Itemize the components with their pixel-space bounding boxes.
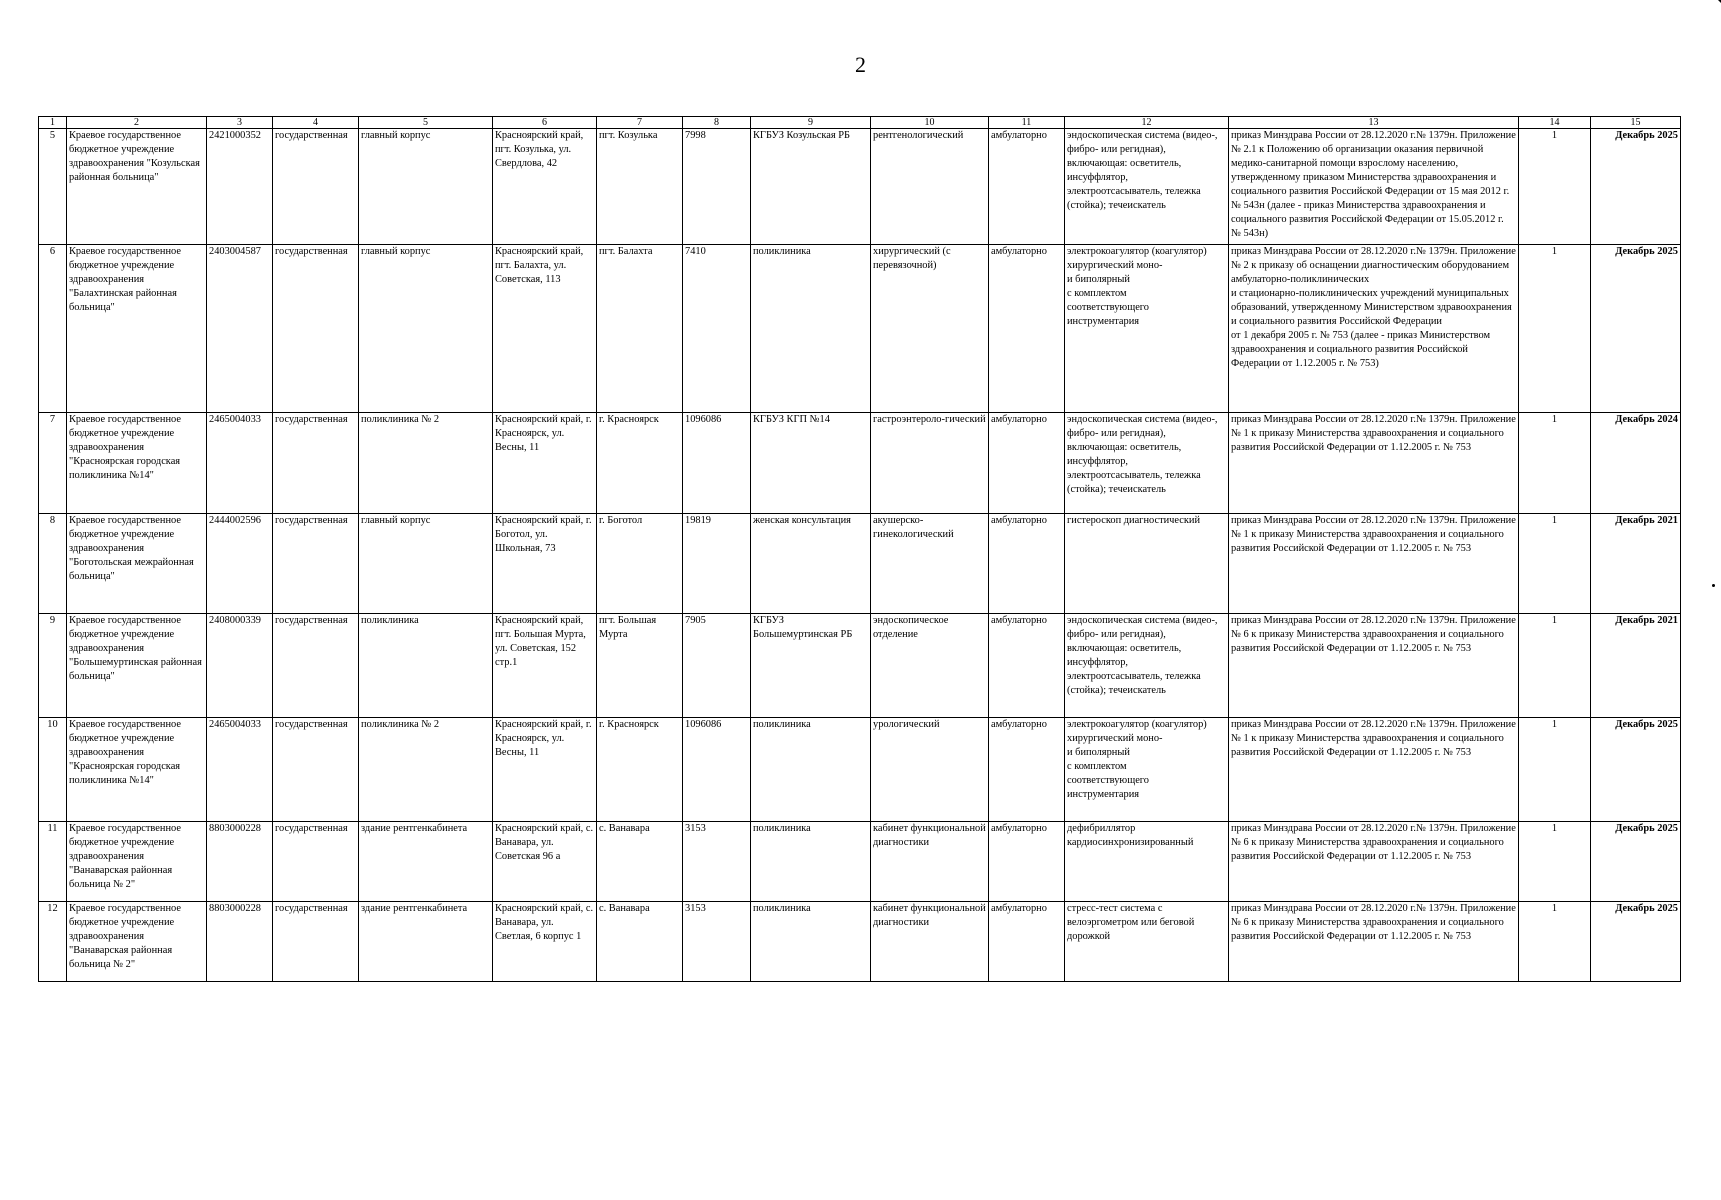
cell-ownership-form: государственная	[273, 718, 359, 822]
column-number-9: 9	[751, 117, 871, 129]
column-number-row	[39, 117, 1681, 129]
cell-locality: г. Боготол	[597, 514, 683, 614]
cell-unit: поликлиника	[751, 718, 871, 822]
table-row	[39, 514, 1681, 614]
column-number-1: 1	[39, 117, 67, 129]
cell-population: 3153	[683, 902, 751, 982]
cell-organization-name: Краевое государственное бюджетное учреждение здравоохранения "Козульская районная больница"	[67, 129, 207, 245]
cell-deadline: Декабрь 2025	[1591, 718, 1681, 822]
cell-care-type: амбулаторно	[989, 514, 1065, 614]
column-number-4: 4	[273, 117, 359, 129]
cell-inn: 2465004033	[207, 413, 273, 514]
cell-organization-name: Краевое государственное бюджетное учреждение здравоохранения "Красноярская городская поликлиника №14"	[67, 718, 207, 822]
cell-inn: 2421000352	[207, 129, 273, 245]
cell-department: кабинет функциональной диагностики	[871, 902, 989, 982]
page-number: 2	[855, 52, 866, 77]
cell-ownership-form: государственная	[273, 245, 359, 413]
cell-quantity: 1	[1519, 413, 1591, 514]
cell-row-number: 7	[39, 413, 67, 514]
column-number-7: 7	[597, 117, 683, 129]
cell-care-type: амбулаторно	[989, 902, 1065, 982]
column-number-14: 14	[1519, 117, 1591, 129]
cell-locality: пгт. Балахта	[597, 245, 683, 413]
table-row	[39, 245, 1681, 413]
cell-care-type: амбулаторно	[989, 245, 1065, 413]
column-number-13: 13	[1229, 117, 1519, 129]
cell-inn: 2408000339	[207, 614, 273, 718]
cell-deadline: Декабрь 2025	[1591, 245, 1681, 413]
cell-equipment: эндоскопическая система (видео-, фибро- или регидная), включающая: осветитель, инсуффлятор, электроотсасыватель, тележка (стойка); течеискатель	[1065, 413, 1229, 514]
cell-locality: с. Ванавара	[597, 902, 683, 982]
cell-locality: г. Красноярск	[597, 413, 683, 514]
cell-building: здание рентгенкабинета	[359, 822, 493, 902]
cell-legal-basis: приказ Минздрава России от 28.12.2020 г.№ 1379н. Приложение № 1 к приказу Министерства здравоохранения и социального развития Российской Федерации от 1.12.2005 г. № 753	[1229, 514, 1519, 614]
cell-row-number: 5	[39, 129, 67, 245]
table-row	[39, 718, 1681, 822]
cell-equipment: стресс-тест система с велоэргометром или беговой дорожкой	[1065, 902, 1229, 982]
cell-legal-basis: приказ Минздрава России от 28.12.2020 г.№ 1379н. Приложение № 6 к приказу Министерства здравоохранения и социального развития Российской Федерации от 1.12.2005 г. № 753	[1229, 822, 1519, 902]
cell-equipment: электрокоагулятор (коагулятор) хирургический моно- и биполярный с комплектом соответствующего инструментария	[1065, 245, 1229, 413]
cell-equipment: электрокоагулятор (коагулятор) хирургический моно- и биполярный с комплектом соответствующего инструментария	[1065, 718, 1229, 822]
cell-population: 1096086	[683, 413, 751, 514]
cell-quantity: 1	[1519, 245, 1591, 413]
cell-deadline: Декабрь 2025	[1591, 902, 1681, 982]
cell-equipment: эндоскопическая система (видео-, фибро- или регидная), включающая: осветитель, инсуффлятор, электроотсасыватель, тележка (стойка); течеискатель	[1065, 614, 1229, 718]
equipment-registry-table	[38, 116, 1681, 982]
cell-department: кабинет функциональной диагностики	[871, 822, 989, 902]
cell-row-number: 12	[39, 902, 67, 982]
cell-unit: женская консультация	[751, 514, 871, 614]
cell-legal-basis: приказ Минздрава России от 28.12.2020 г.№ 1379н. Приложение № 6 к приказу Министерства здравоохранения и социального развития Российской Федерации от 1.12.2005 г. № 753	[1229, 902, 1519, 982]
cell-legal-basis: приказ Минздрава России от 28.12.2020 г.№ 1379н. Приложение № 2.1 к Положению об организации оказания первичной медико-санитарной помощи взрослому населению, утвержденному приказом Министерства здравоохранения и социального развития Российской Федерации от 15 мая 2012 г. № 543н (далее - приказ Министерства здравоохранения и социального развития Российской Федерации от 15.05.2012 г. № 543н)	[1229, 129, 1519, 245]
cell-address: Красноярский край, пгт. Балахта, ул. Советская, 113	[493, 245, 597, 413]
cell-deadline: Декабрь 2025	[1591, 129, 1681, 245]
cell-care-type: амбулаторно	[989, 129, 1065, 245]
cell-population: 1096086	[683, 718, 751, 822]
table-row	[39, 902, 1681, 982]
cell-department: рентгенологический	[871, 129, 989, 245]
cell-deadline: Декабрь 2025	[1591, 822, 1681, 902]
cell-building: главный корпус	[359, 245, 493, 413]
cell-building: поликлиника	[359, 614, 493, 718]
cell-equipment: гистероскоп диагностический	[1065, 514, 1229, 614]
cell-department: урологический	[871, 718, 989, 822]
cell-organization-name: Краевое государственное бюджетное учреждение здравоохранения "Ванаварская районная больница № 2"	[67, 822, 207, 902]
cell-equipment: эндоскопическая система (видео-, фибро- или регидная), включающая: осветитель, инсуффлятор, электроотсасыватель, тележка (стойка); течеискатель	[1065, 129, 1229, 245]
cell-unit: поликлиника	[751, 822, 871, 902]
cell-quantity: 1	[1519, 614, 1591, 718]
cell-locality: пгт. Большая Мурта	[597, 614, 683, 718]
cell-quantity: 1	[1519, 718, 1591, 822]
cell-unit: КГБУЗ Большемуртинская РБ	[751, 614, 871, 718]
cell-locality: г. Красноярск	[597, 718, 683, 822]
cell-unit: КГБУЗ КГП №14	[751, 413, 871, 514]
cell-building: поликлиника № 2	[359, 413, 493, 514]
cell-quantity: 1	[1519, 902, 1591, 982]
cell-department: хирургический (с перевязочной)	[871, 245, 989, 413]
table-row	[39, 822, 1681, 902]
cell-row-number: 9	[39, 614, 67, 718]
cell-inn: 2403004587	[207, 245, 273, 413]
cell-population: 7998	[683, 129, 751, 245]
cell-population: 19819	[683, 514, 751, 614]
cell-legal-basis: приказ Минздрава России от 28.12.2020 г.№ 1379н. Приложение № 2 к приказу об оснащении диагностическим оборудованием амбулаторно-поликлинических и стационарно-поликлинических учреждений муниципальных образований, утвержденному Министерством здравоохранения и социального развития Российской Федерации от 1 декабря 2005 г. № 753 (далее - приказ Министерством здравоохранения и социального развития Российской Федерации от 1.12.2005 г. № 753)	[1229, 245, 1519, 413]
column-number-3: 3	[207, 117, 273, 129]
cell-department: акушерско-гинекологический	[871, 514, 989, 614]
cell-inn: 2444002596	[207, 514, 273, 614]
cell-row-number: 8	[39, 514, 67, 614]
scan-speck	[1712, 584, 1715, 587]
column-number-6: 6	[493, 117, 597, 129]
cell-building: главный корпус	[359, 514, 493, 614]
cell-locality: пгт. Козулька	[597, 129, 683, 245]
cell-department: эндоскопическое отделение	[871, 614, 989, 718]
cell-unit: поликлиника	[751, 902, 871, 982]
cell-ownership-form: государственная	[273, 514, 359, 614]
cell-address: Красноярский край, г. Красноярск, ул. Весны, 11	[493, 413, 597, 514]
cell-organization-name: Краевое государственное бюджетное учреждение здравоохранения "Боготольская межрайонная больница"	[67, 514, 207, 614]
cell-ownership-form: государственная	[273, 902, 359, 982]
column-number-12: 12	[1065, 117, 1229, 129]
cell-legal-basis: приказ Минздрава России от 28.12.2020 г.№ 1379н. Приложение № 1 к приказу Министерства здравоохранения и социального развития Российской Федерации от 1.12.2005 г. № 753	[1229, 413, 1519, 514]
cell-ownership-form: государственная	[273, 413, 359, 514]
column-number-10: 10	[871, 117, 989, 129]
cell-deadline: Декабрь 2024	[1591, 413, 1681, 514]
cell-organization-name: Краевое государственное бюджетное учреждение здравоохранения "Красноярская городская поликлиника №14"	[67, 413, 207, 514]
cell-organization-name: Краевое государственное бюджетное учреждение здравоохранения "Большемуртинская районная больница"	[67, 614, 207, 718]
cell-unit: КГБУЗ Козульская РБ	[751, 129, 871, 245]
cell-deadline: Декабрь 2021	[1591, 614, 1681, 718]
cell-population: 7905	[683, 614, 751, 718]
cell-care-type: амбулаторно	[989, 822, 1065, 902]
cell-quantity: 1	[1519, 822, 1591, 902]
table-row	[39, 413, 1681, 514]
cell-inn: 2465004033	[207, 718, 273, 822]
cell-care-type: амбулаторно	[989, 413, 1065, 514]
cell-care-type: амбулаторно	[989, 614, 1065, 718]
cell-deadline: Декабрь 2021	[1591, 514, 1681, 614]
cell-building: поликлиника № 2	[359, 718, 493, 822]
cell-address: Красноярский край, пгт. Большая Мурта, ул. Советская, 152 стр.1	[493, 614, 597, 718]
cell-address: Красноярский край, г. Красноярск, ул. Весны, 11	[493, 718, 597, 822]
cell-address: Красноярский край, г. Боготол, ул. Школьная, 73	[493, 514, 597, 614]
cell-address: Красноярский край, пгт. Козулька, ул. Свердлова, 42	[493, 129, 597, 245]
cell-row-number: 6	[39, 245, 67, 413]
cell-legal-basis: приказ Минздрава России от 28.12.2020 г.№ 1379н. Приложение № 1 к приказу Министерства здравоохранения и социального развития Российской Федерации от 1.12.2005 г. № 753	[1229, 718, 1519, 822]
cell-locality: с. Ванавара	[597, 822, 683, 902]
cell-building: главный корпус	[359, 129, 493, 245]
table-row	[39, 614, 1681, 718]
cell-ownership-form: государственная	[273, 614, 359, 718]
cell-organization-name: Краевое государственное бюджетное учреждение здравоохранения "Ванаварская районная больница № 2"	[67, 902, 207, 982]
cell-organization-name: Краевое государственное бюджетное учреждение здравоохранения "Балахтинская районная больница"	[67, 245, 207, 413]
column-number-8: 8	[683, 117, 751, 129]
cell-department: гастроэнтероло-гический	[871, 413, 989, 514]
cell-ownership-form: государственная	[273, 822, 359, 902]
table-row	[39, 129, 1681, 245]
cell-address: Красноярский край, с. Ванавара, ул. Советская 96 а	[493, 822, 597, 902]
cell-care-type: амбулаторно	[989, 718, 1065, 822]
cell-legal-basis: приказ Минздрава России от 28.12.2020 г.№ 1379н. Приложение № 6 к приказу Министерства здравоохранения и социального развития Российской Федерации от 1.12.2005 г. № 753	[1229, 614, 1519, 718]
column-number-2: 2	[67, 117, 207, 129]
cell-ownership-form: государственная	[273, 129, 359, 245]
cell-inn: 8803000228	[207, 822, 273, 902]
column-number-11: 11	[989, 117, 1065, 129]
cell-unit: поликлиника	[751, 245, 871, 413]
cell-address: Красноярский край, с. Ванавара, ул. Светлая, 6 корпус 1	[493, 902, 597, 982]
cell-quantity: 1	[1519, 129, 1591, 245]
column-number-15: 15	[1591, 117, 1681, 129]
cell-equipment: дефибриллятор кардиосинхронизированный	[1065, 822, 1229, 902]
cell-population: 3153	[683, 822, 751, 902]
cell-row-number: 10	[39, 718, 67, 822]
cell-building: здание рентгенкабинета	[359, 902, 493, 982]
column-number-5: 5	[359, 117, 493, 129]
cell-population: 7410	[683, 245, 751, 413]
cell-quantity: 1	[1519, 514, 1591, 614]
cell-row-number: 11	[39, 822, 67, 902]
cell-inn: 8803000228	[207, 902, 273, 982]
